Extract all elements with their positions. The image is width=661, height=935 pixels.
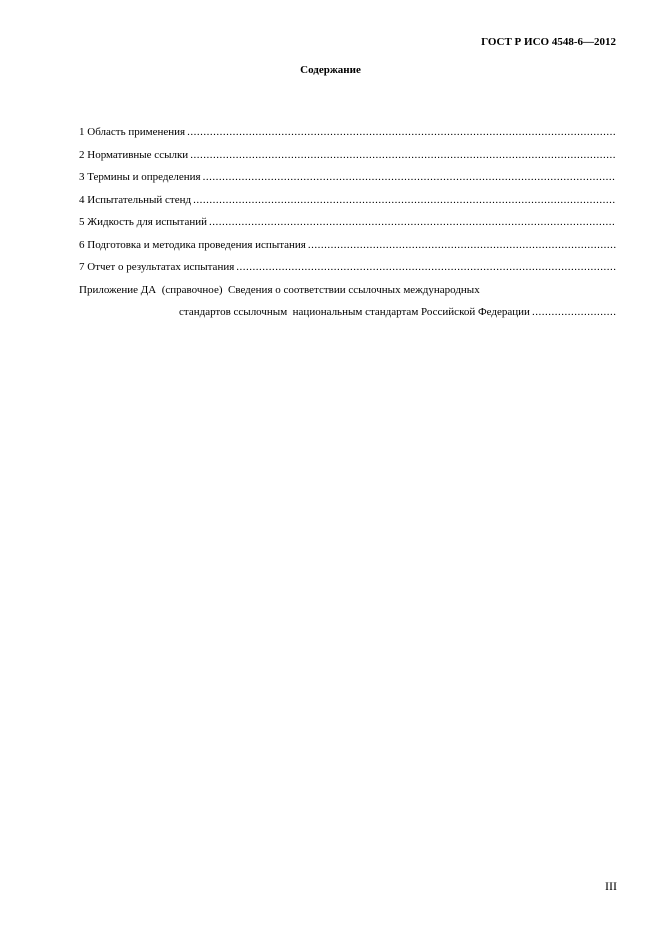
toc-leader-dots xyxy=(190,144,616,167)
toc-leader-dots xyxy=(532,301,616,324)
toc-leader-dots xyxy=(236,256,616,279)
toc-appendix-label: Приложение ДА (справочное) Сведения о соответствии ссылочных международных xyxy=(79,283,480,296)
table-of-contents xyxy=(79,121,616,324)
toc-leader-dots xyxy=(193,189,616,212)
toc-item-normative-references[interactable] xyxy=(79,144,616,167)
toc-item-test-report[interactable] xyxy=(79,256,616,279)
toc-item-label: 3 Термины и определения xyxy=(79,171,201,183)
toc-item-test-procedure[interactable] xyxy=(79,234,616,257)
toc-leader-dots xyxy=(203,166,616,189)
toc-item-appendix-line1[interactable] xyxy=(79,279,616,302)
standard-code-header: ГОСТ Р ИСО 4548-6—2012 xyxy=(481,36,616,48)
page-number: III xyxy=(605,879,617,893)
toc-item-label: 7 Отчет о результатах испытания xyxy=(79,261,235,273)
toc-item-label: 6 Подготовка и методика проведения испытания xyxy=(79,238,306,251)
toc-leader-dots xyxy=(209,211,616,234)
toc-leader-dots xyxy=(308,234,616,257)
toc-leader-dots xyxy=(187,121,616,144)
toc-item-label: 1 Область применения xyxy=(79,126,186,138)
page-title: Содержание xyxy=(300,64,361,76)
toc-item-test-rig[interactable] xyxy=(79,189,616,212)
toc-item-test-fluid[interactable] xyxy=(79,211,616,234)
toc-item-terms-definitions[interactable] xyxy=(79,166,616,189)
toc-appendix-label: стандартов ссылочным национальным стандартам Российской Федерации xyxy=(179,306,530,318)
toc-item-scope[interactable] xyxy=(79,121,616,144)
toc-item-label: 4 Испытательный стенд xyxy=(79,193,192,206)
toc-item-label: 2 Нормативные ссылки xyxy=(79,148,189,161)
toc-item-label: 5 Жидкость для испытаний xyxy=(79,216,208,228)
toc-item-appendix-line2[interactable] xyxy=(79,301,616,324)
